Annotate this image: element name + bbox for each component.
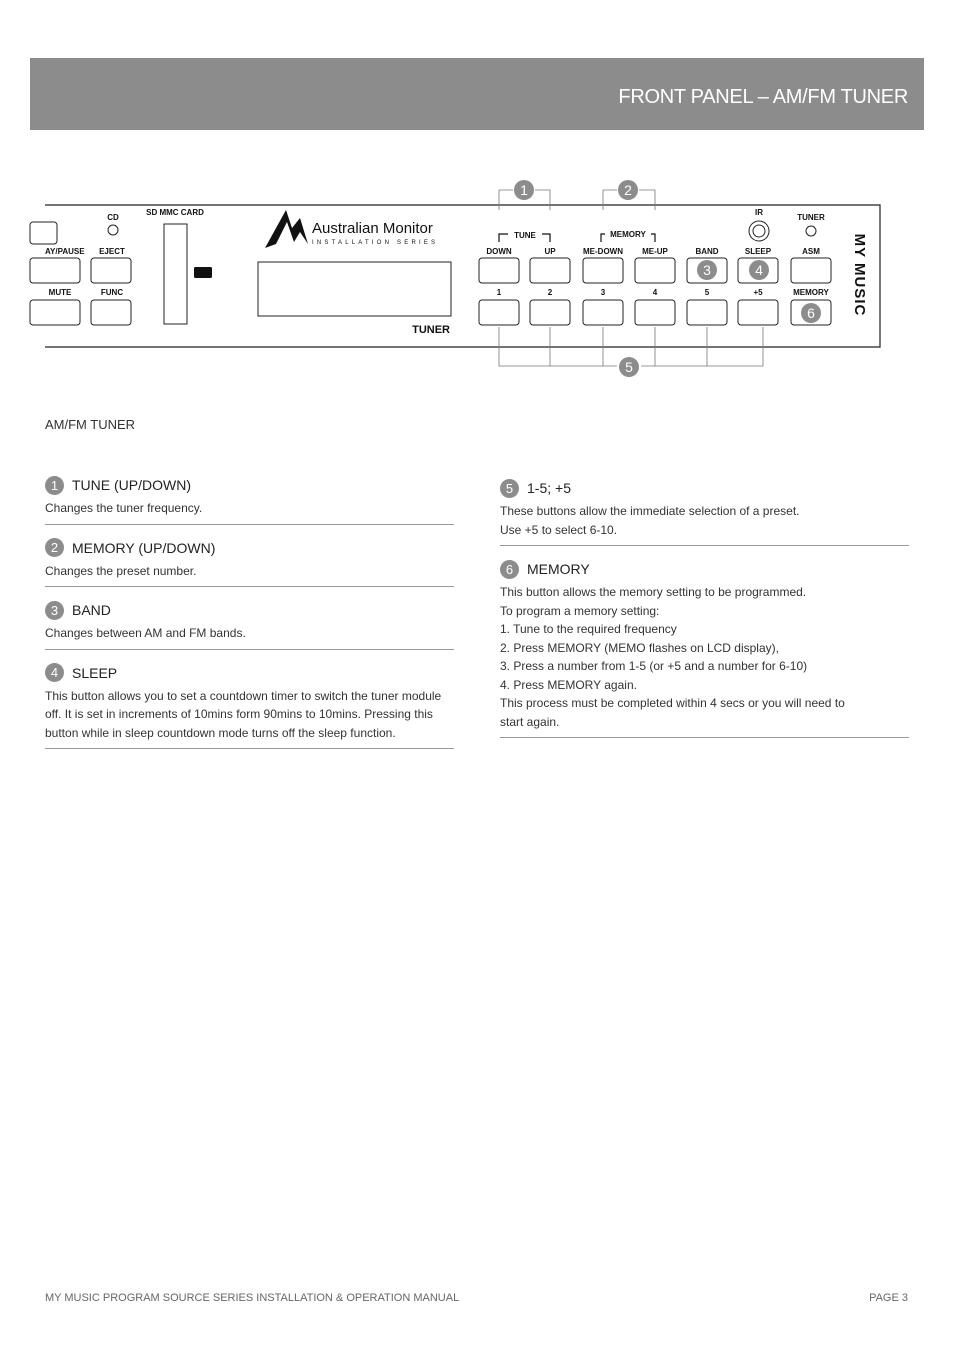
description-item bbox=[500, 559, 909, 738]
description-line: Changes the preset number. bbox=[45, 563, 197, 578]
bottom-button-label: 2 bbox=[547, 288, 553, 297]
eject-label: EJECT bbox=[99, 247, 125, 256]
mute-label: MUTE bbox=[48, 288, 72, 297]
item-title: BAND bbox=[72, 602, 111, 618]
description-item bbox=[45, 663, 454, 750]
description-line: 3. Press a number from 1-5 (or +5 and a number for 6-10) bbox=[500, 659, 808, 673]
description-line: Changes between AM and FM bands. bbox=[45, 626, 246, 640]
item-title: SLEEP bbox=[72, 664, 118, 681]
ir-sensor-outer bbox=[749, 221, 769, 241]
item-heading bbox=[45, 538, 454, 558]
panel-top-button[interactable] bbox=[583, 258, 623, 283]
australian-monitor-logo bbox=[265, 210, 438, 248]
callout-number: 3 bbox=[703, 262, 711, 278]
item-description bbox=[45, 499, 454, 518]
item-heading bbox=[45, 600, 454, 620]
sd-card-slot bbox=[164, 224, 187, 324]
number-badge: 2 bbox=[45, 538, 64, 557]
play-pause-button-partial bbox=[30, 222, 57, 244]
item-description bbox=[500, 502, 909, 539]
description-line: 4. Press MEMORY again. bbox=[500, 677, 637, 692]
play-pause-button bbox=[30, 258, 80, 283]
page-title: FRONT PANEL – AM/FM TUNER bbox=[618, 86, 908, 108]
footer-page-number: PAGE 3 bbox=[869, 1292, 908, 1304]
top-button-label: ASM bbox=[802, 247, 820, 256]
tuner-indicator-label: TUNER bbox=[797, 213, 825, 222]
ir-sensor-inner bbox=[753, 225, 765, 237]
logo-subtitle: INSTALLATION SERIES bbox=[312, 240, 439, 246]
panel-top-button[interactable] bbox=[791, 258, 831, 283]
bottom-button-label: 5 bbox=[704, 288, 710, 297]
description-line: Use +5 to select 6-10. bbox=[500, 522, 618, 537]
sd-card-label: SD MMC CARD bbox=[146, 208, 204, 217]
panel-bottom-button[interactable] bbox=[530, 300, 570, 325]
logo-brand: Australian Monitor bbox=[312, 220, 433, 237]
item-description bbox=[45, 687, 454, 743]
tune-group-label: TUNE bbox=[514, 231, 536, 240]
memory-group-label: MEMORY bbox=[610, 230, 646, 239]
number-badge: 5 bbox=[500, 479, 519, 498]
number-badge: 6 bbox=[500, 560, 519, 579]
ir-label: IR bbox=[755, 208, 763, 217]
tuner-indicator-icon bbox=[806, 226, 816, 236]
eject-button bbox=[91, 258, 131, 283]
number-badge: 3 bbox=[45, 601, 64, 620]
panel-bottom-button[interactable] bbox=[687, 300, 727, 325]
description-line: Changes the tuner frequency. bbox=[45, 501, 203, 515]
top-button-label: DOWN bbox=[486, 247, 512, 256]
item-description bbox=[45, 624, 454, 643]
item-heading bbox=[45, 663, 454, 683]
panel-top-button[interactable] bbox=[635, 258, 675, 283]
func-label: FUNC bbox=[100, 288, 124, 297]
number-badge: 1 bbox=[45, 476, 64, 495]
item-title: MEMORY (UP/DOWN) bbox=[72, 539, 216, 556]
play-pause-label: AY/PAUSE bbox=[45, 247, 85, 256]
item-title: 1-5; +5 bbox=[527, 480, 571, 496]
func-button bbox=[91, 300, 131, 325]
sd-card-icon bbox=[194, 267, 212, 278]
bottom-button-label: 3 bbox=[600, 288, 606, 297]
bottom-button-label: 4 bbox=[652, 288, 658, 297]
panel-bottom-button[interactable] bbox=[479, 300, 519, 325]
item-heading bbox=[500, 559, 909, 579]
mute-button bbox=[30, 300, 80, 325]
cd-indicator-icon bbox=[108, 225, 118, 235]
panel-bottom-button[interactable] bbox=[738, 300, 778, 325]
my-music-brand: MY MUSIC bbox=[851, 233, 868, 317]
item-heading bbox=[500, 478, 909, 498]
top-button-label: SLEEP bbox=[744, 247, 772, 256]
number-badge: 4 bbox=[45, 663, 64, 682]
description-line: To program a memory setting: bbox=[500, 603, 660, 618]
panel-top-button[interactable] bbox=[479, 258, 519, 283]
panel-bottom-button[interactable] bbox=[583, 300, 623, 325]
front-panel-diagram bbox=[0, 170, 954, 385]
lcd-display bbox=[258, 262, 451, 316]
description-item bbox=[500, 478, 909, 546]
header-bar bbox=[30, 58, 924, 130]
display-tuner-label: TUNER bbox=[412, 324, 450, 336]
panel-bottom-button[interactable] bbox=[635, 300, 675, 325]
description-line: This process must be completed within 4 secs or you will need to bbox=[500, 696, 845, 710]
callout-number: 1 bbox=[520, 182, 528, 198]
description-item bbox=[45, 600, 454, 650]
logo-mark-icon bbox=[265, 210, 308, 248]
bottom-button-label: 1 bbox=[496, 288, 502, 297]
cd-label: CD bbox=[107, 213, 119, 222]
callout-number: 4 bbox=[755, 262, 763, 278]
description-line: start again. bbox=[500, 714, 560, 729]
bottom-button-label: +5 bbox=[753, 288, 763, 297]
panel-top-button[interactable] bbox=[530, 258, 570, 283]
description-line: This button allows you to set a countdown timer to switch the tuner module bbox=[45, 688, 442, 703]
left-column bbox=[45, 475, 454, 762]
right-column bbox=[500, 478, 909, 751]
top-button-label: UP bbox=[544, 247, 556, 256]
item-title: MEMORY bbox=[527, 561, 590, 577]
item-heading bbox=[45, 475, 454, 495]
description-line: 1. Tune to the required frequency bbox=[500, 622, 677, 636]
description-item bbox=[45, 538, 454, 588]
footer-manual-title: MY MUSIC PROGRAM SOURCE SERIES INSTALLATION & OPERATION MANUAL bbox=[45, 1292, 460, 1304]
top-button-label: ME-DOWN bbox=[583, 247, 623, 256]
top-button-label: ME-UP bbox=[642, 247, 668, 256]
item-description bbox=[45, 562, 454, 581]
description-line: This button allows the memory setting to be programmed. bbox=[500, 585, 807, 599]
callout-number: 2 bbox=[624, 182, 632, 198]
item-title: TUNE (UP/DOWN) bbox=[72, 477, 191, 493]
description-line: off. It is set in increments of 10mins form 90mins to 10mins. Pressing this bbox=[45, 707, 433, 721]
description-item bbox=[45, 475, 454, 525]
bottom-button-label: MEMORY bbox=[793, 288, 829, 297]
item-description bbox=[500, 583, 909, 731]
callout-number: 6 bbox=[807, 305, 815, 321]
description-line: These buttons allow the immediate selection of a preset. bbox=[500, 504, 800, 518]
callout-number: 5 bbox=[625, 359, 633, 375]
section-label: AM/FM TUNER bbox=[45, 417, 136, 432]
top-button-label: BAND bbox=[695, 247, 719, 256]
description-line: 2. Press MEMORY (MEMO flashes on LCD display), bbox=[500, 640, 779, 655]
description-line: button while in sleep countdown mode turns off the sleep function. bbox=[45, 725, 396, 740]
